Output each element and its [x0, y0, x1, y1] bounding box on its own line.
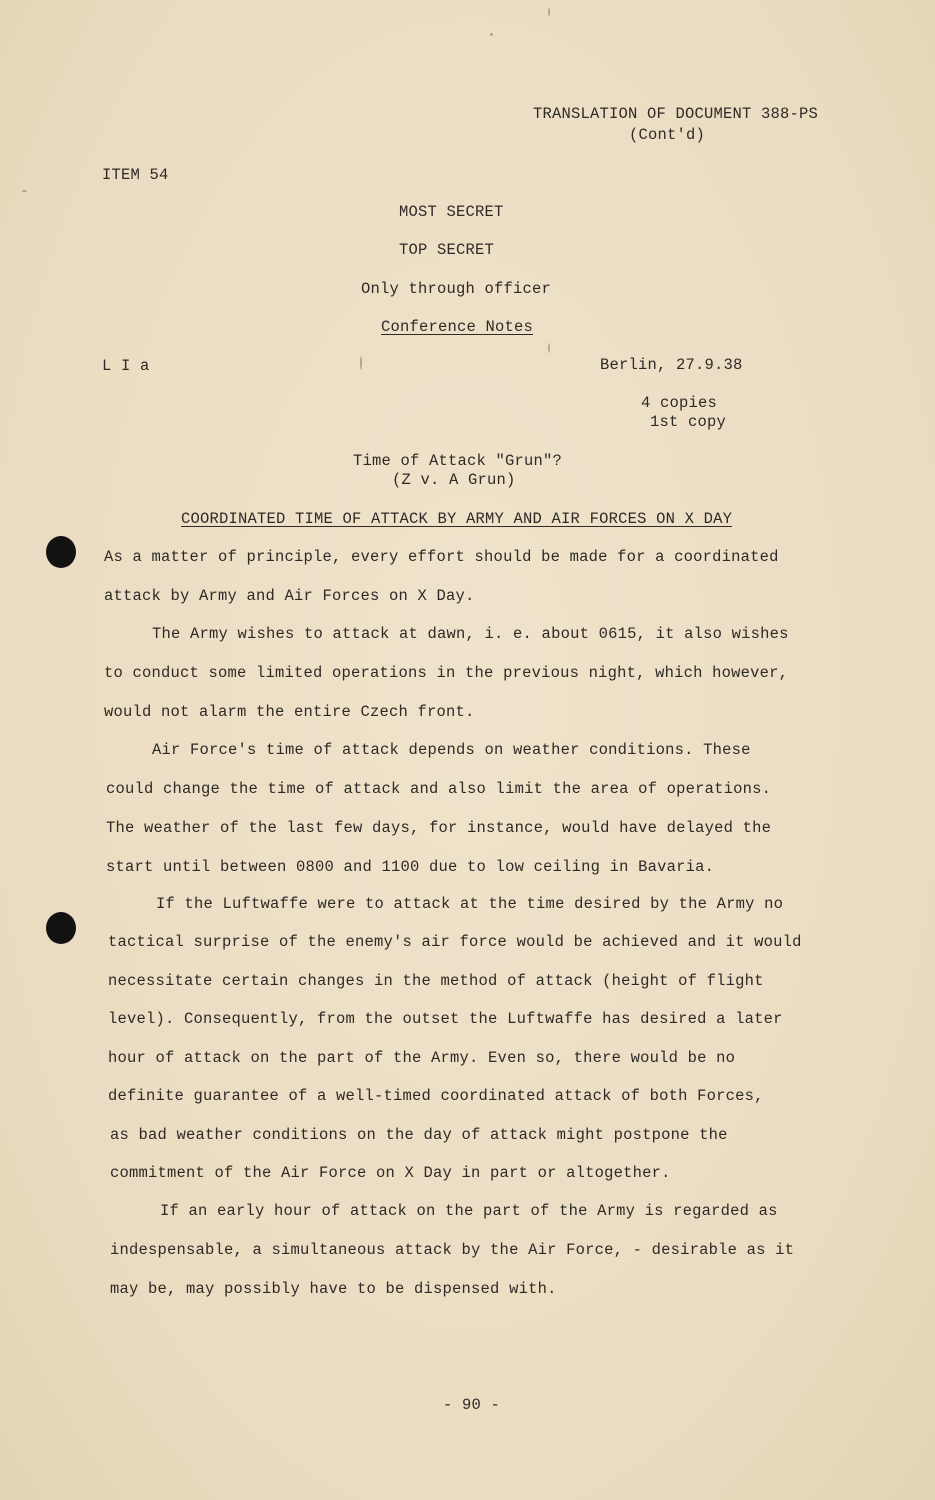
text-line: Air Force's time of attack depends on weather conditions. These	[152, 741, 751, 759]
text-line: attack by Army and Air Forces on X Day.	[104, 587, 475, 605]
text-line: definite guarantee of a well-timed coordinated attack of both Forces,	[108, 1087, 764, 1105]
text-line: commitment of the Air Force on X Day in part or altogether.	[110, 1164, 671, 1182]
continued-label: (Cont'd)	[629, 126, 706, 144]
paper-speck	[548, 343, 550, 353]
copies-count: 4 copies	[641, 394, 718, 412]
office-code: L I a	[102, 357, 150, 375]
text-line: hour of attack on the part of the Army. Even so, there would be no	[108, 1049, 736, 1067]
text-line: necessitate certain changes in the method of attack (height of flight	[108, 972, 764, 990]
paper-speck	[548, 8, 550, 16]
text-line: could change the time of attack and also limit the area of operations.	[106, 780, 772, 798]
subject-reference: (Z v. A Grun)	[392, 471, 516, 489]
handling-instruction: Only through officer	[361, 280, 552, 298]
translation-title: TRANSLATION OF DOCUMENT 388-PS	[533, 105, 819, 123]
paper-speck	[22, 190, 27, 192]
copy-number: 1st copy	[650, 413, 727, 431]
place-date: Berlin, 27.9.38	[600, 356, 743, 374]
classification-most-secret: MOST SECRET	[399, 203, 504, 221]
text-line: If an early hour of attack on the part of the Army is regarded as	[160, 1202, 778, 1220]
text-line: As a matter of principle, every effort should be made for a coordinated	[104, 548, 779, 566]
paper-speck	[490, 33, 493, 36]
text-line: indespensable, a simultaneous attack by the Air Force, - desirable as it	[110, 1241, 795, 1259]
punch-hole	[46, 912, 76, 944]
page-number: - 90 -	[443, 1396, 501, 1414]
classification-top-secret: TOP SECRET	[399, 241, 495, 259]
subject-line: Time of Attack "Grun"?	[353, 452, 563, 470]
text-line: as bad weather conditions on the day of attack might postpone the	[110, 1126, 728, 1144]
text-line: start until between 0800 and 1100 due to low ceiling in Bavaria.	[106, 858, 715, 876]
text-line: If the Luftwaffe were to attack at the time desired by the Army no	[156, 895, 784, 913]
text-line: to conduct some limited operations in the previous night, which however,	[104, 664, 789, 682]
text-line: The Army wishes to attack at dawn, i. e. about 0615, it also wishes	[152, 625, 789, 643]
document-type: Conference Notes	[381, 318, 534, 336]
text-line: The weather of the last few days, for instance, would have delayed the	[106, 819, 772, 837]
text-line: would not alarm the entire Czech front.	[104, 703, 475, 721]
section-heading: COORDINATED TIME OF ATTACK BY ARMY AND AIR FORCES ON X DAY	[181, 510, 733, 528]
item-number: ITEM 54	[102, 166, 169, 184]
punch-hole	[46, 536, 76, 568]
paper-speck	[360, 356, 362, 370]
text-line: level). Consequently, from the outset the Luftwaffe has desired a later	[108, 1010, 783, 1028]
text-line: may be, may possibly have to be dispensed with.	[110, 1280, 557, 1298]
text-line: tactical surprise of the enemy's air force would be achieved and it would	[108, 933, 802, 951]
